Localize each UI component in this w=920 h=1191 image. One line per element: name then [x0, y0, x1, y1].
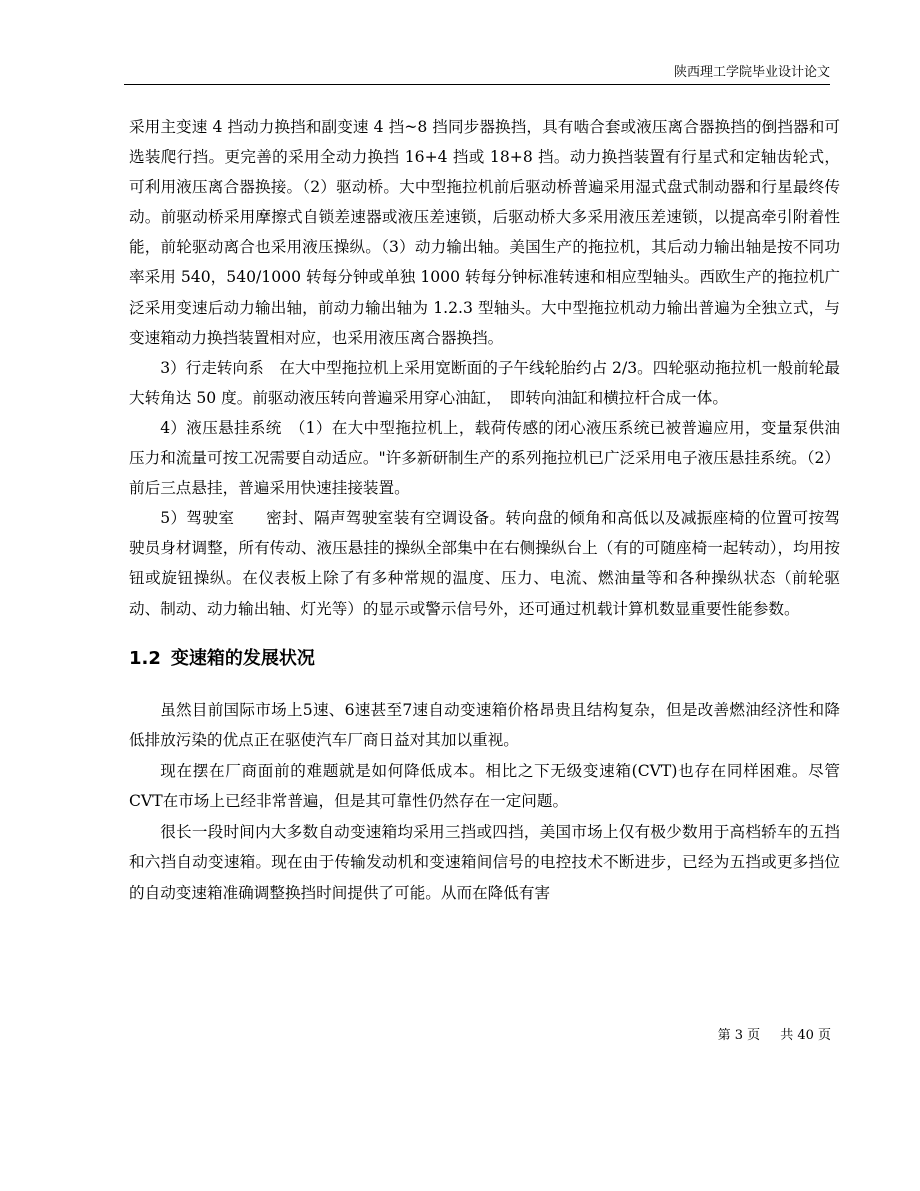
section-title: 变速箱的发展状况 [170, 647, 315, 669]
paragraph-steering-system: 3）行走转向系 在大中型拖拉机上采用宽断面的子午线轮胎约占 2/3。四轮驱动拖拉机一般前轮最大转角达 50 度。前驱动液压转向普遍采用穿心油缸， 即转向油缸和横拉杆合成一体。 [129, 358, 840, 407]
paragraph-market: 虽然目前国际市场上5速、6速甚至7速自动变速箱价格昂贵且结构复杂，但是改善燃油经济性和降低排放污染的优点正在驱使汽车厂商日益对其加以重视。 [129, 700, 840, 750]
paragraph-gears: 很长一段时间内大多数自动变速箱均采用三挡或四挡，美国市场上仅有极少数用于高档轿车的五挡和六挡自动变速箱。现在由于传输发动机和变速箱间信号的电控技术不断进步，已经为五挡或更多挡位的自动变速箱准确调整换挡时间提供了可能。从而在降低有害 [129, 822, 840, 902]
page-number: 第 3 页 [717, 1028, 761, 1043]
section-heading [129, 644, 840, 674]
paragraph-cost: 现在摆在厂商面前的难题就是如何降低成本。相比之下无级变速箱(CVT)也存在同样困难。尽管CVT在市场上已经非常普遍，但是其可靠性仍然存在一定问题。 [129, 761, 840, 811]
header-title: 陕西理工学院毕业设计论文 [673, 65, 830, 80]
paragraph-continued: 采用主变速 4 挡动力换挡和副变速 4 挡~8 挡同步器换挡，具有啮合套或液压离合器换挡的倒挡器和可选装爬行挡。更完善的采用全动力换挡 16+4 挡或 18+8 挡。动力换挡装置有行星式和定轴齿轮式，可利用液压离合器换接。（2）驱动桥。大中型拖拉机前后驱动桥普遍采用湿式盘式制动器和行星最终传动。前驱动桥采用摩擦式自锁差速器或液压差速锁，后驱动桥大多采用液压差速锁，以提高牵引附着性能，前轮驱动离合也采用液压操纵。（3）动力输出轴。美国生产的拖拉机，其后动力输出轴是按不同功率采用 540，540/1000 转每分钟或单独 1000 转每分钟标准转速和相应型轴头。西欧生产的拖拉机广泛采用变速后动力输出轴，前动力输出轴为 1.2.3 型轴头。大中型拖拉机动力输出普遍为全独立式，与变速箱动力换挡装置相对应，也采用液压离合器换挡。 [129, 118, 840, 347]
section-number: 1.2 [129, 647, 161, 669]
page-content [129, 112, 840, 908]
page-total: 共 40 页 [780, 1028, 831, 1043]
paragraph-hydraulic-hitch: 4）液压悬挂系统 （1）在大中型拖拉机上，载荷传感的闭心液压系统已被普遍应用，变量泵供油压力和流量可按工况需要自动适应。"许多新研制生产的系列拖拉机已广泛采用电子液压悬挂系统。（2）前后三点悬挂，普遍采用快速挂接装置。 [129, 418, 841, 498]
page-header [124, 60, 830, 85]
paragraph-cab: 5）驾驶室 密封、隔声驾驶室装有空调设备。转向盘的倾角和高低以及减振座椅的位置可按驾驶员身材调整，所有传动、液压悬挂的操纵全部集中在右侧操纵台上（有的可随座椅一起转动），均用按钮或旋钮操纵。在仪表板上除了有多种常规的温度、压力、电流、燃油量等和各种操纵状态（前轮驱动、制动、动力输出轴、灯光等）的显示或警示信号外，还可通过机载计算机数显重要性能参数。 [129, 509, 840, 618]
page-footer [718, 1024, 831, 1043]
